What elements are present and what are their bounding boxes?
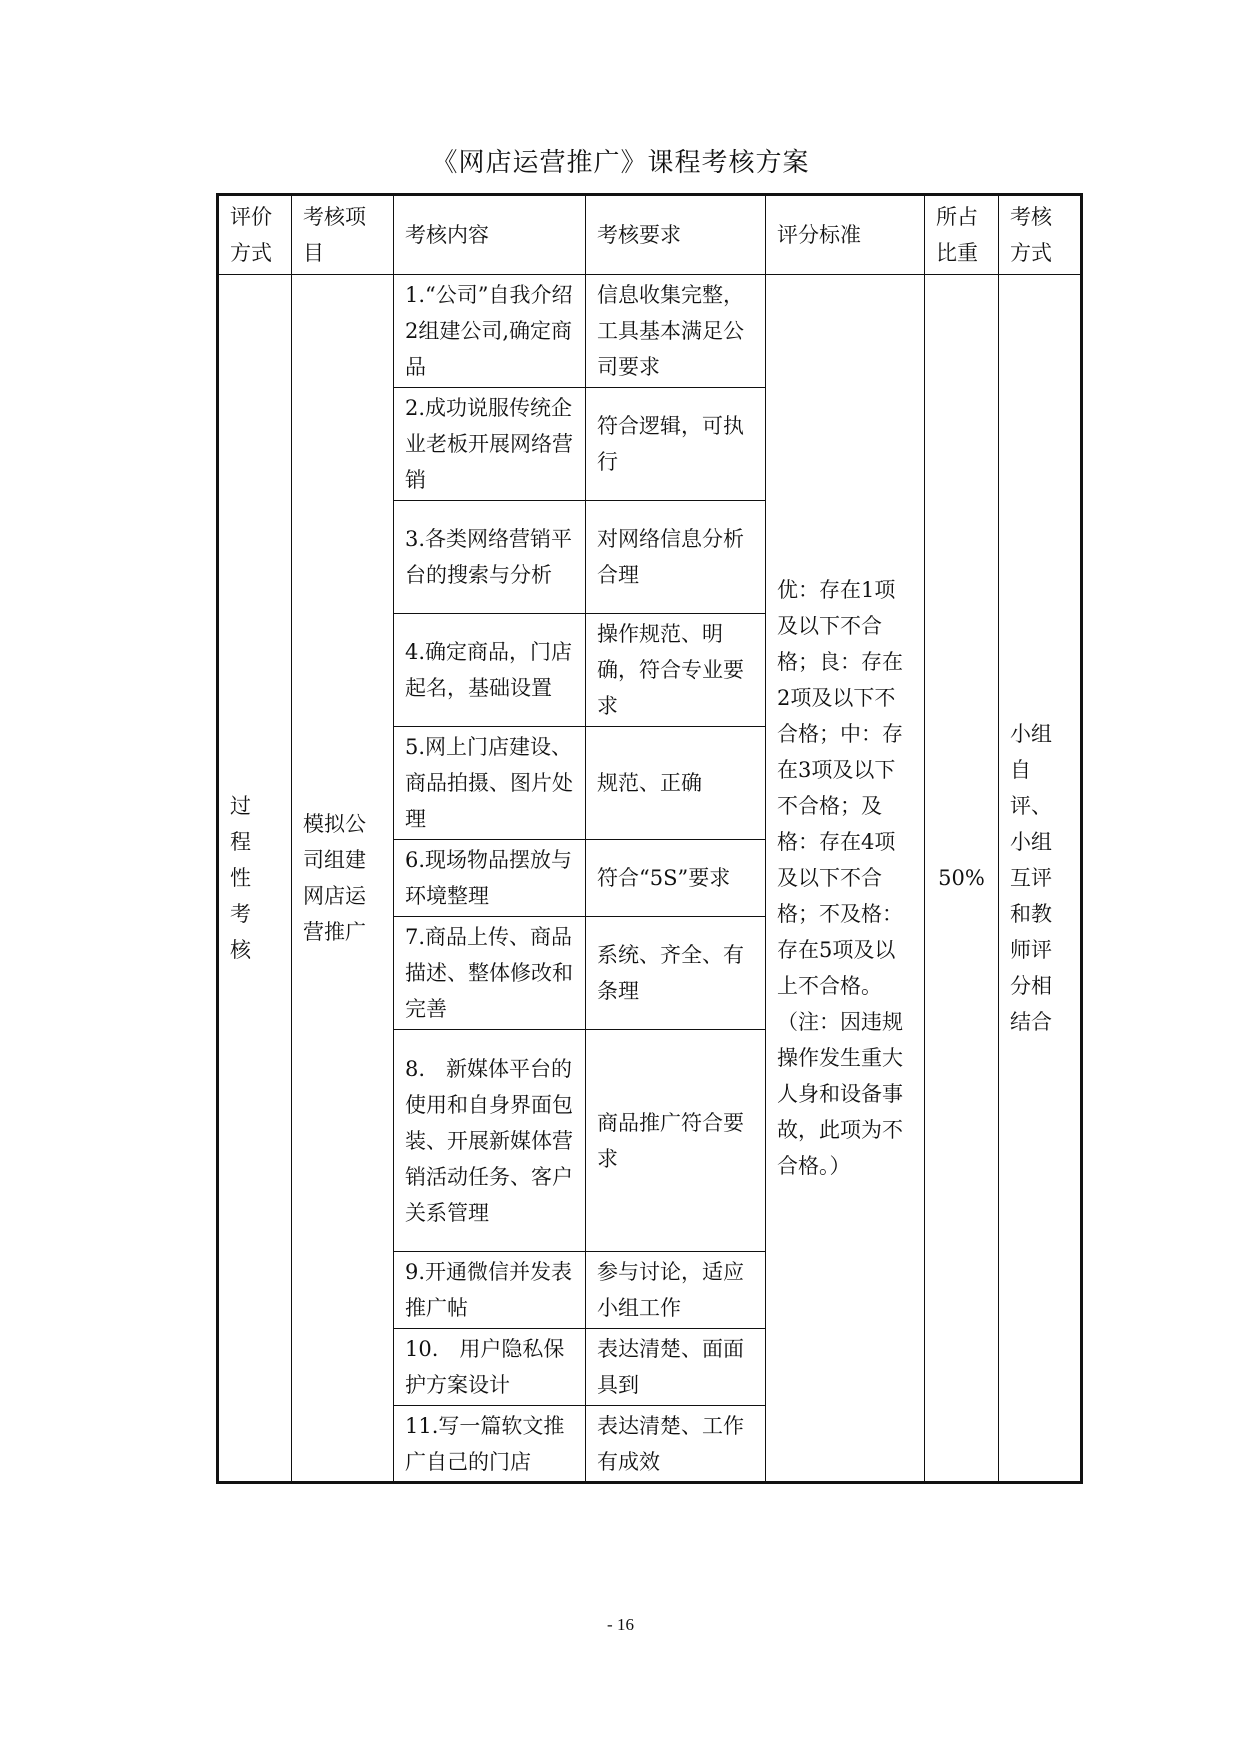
requirement-cell: 操作规范、明确，符合专业要求 — [586, 614, 766, 727]
requirement-cell: 信息收集完整，工具基本满足公司要求 — [586, 275, 766, 388]
page-title: 《网店运营推广》课程考核方案 — [431, 148, 810, 178]
standard-cell: 优：存在1项及以下不合格；良：存在2项及以下不合格；中：存在3项及以下不合格；及格：存在4项及以下不合格；不及格：存在5项及以上不合格。（注：因违规操作发生重大人身和设备事故，此项为不合格。） — [766, 275, 925, 1483]
requirement-cell: 对网络信息分析合理 — [586, 501, 766, 614]
content-cell: 9.开通微信并发表推广帖 — [394, 1252, 586, 1329]
header-row — [218, 195, 1082, 275]
content-cell: 3.各类网络营销平台的搜索与分析 — [394, 501, 586, 614]
header-weight: 所占比重 — [925, 195, 999, 275]
content-cell: 10. 用户隐私保护方案设计 — [394, 1329, 586, 1406]
mode-cell: 小组自评、小组互评和教师评分相结合 — [999, 275, 1082, 1483]
assessment-table — [216, 193, 1083, 1484]
content-cell: 11.写一篇软文推广自己的门店 — [394, 1406, 586, 1483]
eval-method-cell — [218, 275, 292, 1483]
assess-item-cell: 模拟公司组建网店运营推广 — [292, 275, 394, 1483]
page-number: - 16 — [607, 1615, 634, 1634]
header-mode: 考核方式 — [999, 195, 1082, 275]
requirement-cell: 规范、正确 — [586, 727, 766, 840]
eval-method-text: 过程性考核 — [230, 794, 251, 962]
requirement-cell: 参与讨论，适应小组工作 — [586, 1252, 766, 1329]
content-cell: 6.现场物品摆放与环境整理 — [394, 840, 586, 917]
header-content: 考核内容 — [394, 195, 586, 275]
header-requirement: 考核要求 — [586, 195, 766, 275]
content-cell: 4.确定商品，门店起名，基础设置 — [394, 614, 586, 727]
requirement-cell: 表达清楚、工作有成效 — [586, 1406, 766, 1483]
requirement-cell: 符合“5S”要求 — [586, 840, 766, 917]
header-standard: 评分标准 — [766, 195, 925, 275]
requirement-cell: 商品推广符合要求 — [586, 1030, 766, 1252]
content-cell: 8. 新媒体平台的使用和自身界面包装、开展新媒体营销活动任务、客户关系管理 — [394, 1030, 586, 1252]
requirement-cell: 符合逻辑，可执行 — [586, 388, 766, 501]
header-eval-method: 评价方式 — [218, 195, 292, 275]
requirement-cell: 表达清楚、面面具到 — [586, 1329, 766, 1406]
table-row — [218, 275, 1082, 388]
content-cell: 1.“公司”自我介绍2组建公司,确定商品 — [394, 275, 586, 388]
content-cell: 2.成功说服传统企业老板开展网络营销 — [394, 388, 586, 501]
weight-cell: 50% — [925, 275, 999, 1483]
header-assess-item: 考核项目 — [292, 195, 394, 275]
content-cell: 5.网上门店建设、商品拍摄、图片处理 — [394, 727, 586, 840]
content-cell: 7.商品上传、商品描述、整体修改和完善 — [394, 917, 586, 1030]
requirement-cell: 系统、齐全、有条理 — [586, 917, 766, 1030]
